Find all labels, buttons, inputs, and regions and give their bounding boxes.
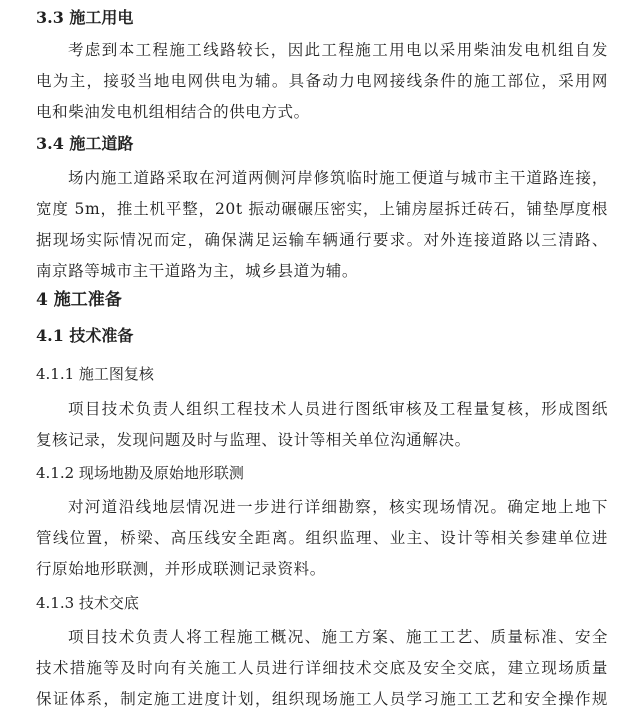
paragraph-line: 保证体系，制定施工进度计划，组织现场施工人员学习施工工艺和安全操作规 xyxy=(36,690,608,708)
paragraph-line: 管线位置，桥梁、高压线安全距离。组织监理、业主、设计等相关参建单位进 xyxy=(36,529,608,547)
paragraph-line: 电和柴油发电机组相结合的供电方式。 xyxy=(36,103,310,121)
paragraph-line: 技术措施等及时向有关施工人员进行详细技术交底及安全交底，建立现场质量 xyxy=(36,659,608,677)
section-4-1-2-paragraph xyxy=(36,492,608,585)
section-heading-3-4: 3.4 施工道路 xyxy=(36,134,134,153)
section-3-3-paragraph xyxy=(36,35,608,128)
paragraph-line: 对河道沿线地层情况进一步进行详细勘察，核实现场情况。确定地上地下 xyxy=(68,498,608,516)
subsection-heading-4-1-1: 4.1.1 施工图复核 xyxy=(36,365,154,383)
paragraph-line: 宽度 5m，推土机平整，20t 振动碾碾压密实，上铺房屋拆迁砖石，铺垫厚度根 xyxy=(36,200,608,218)
section-3-4-paragraph xyxy=(36,163,608,287)
paragraph-line: 行原始地形联测，并形成联测记录资料。 xyxy=(36,560,326,578)
section-4-1-3-paragraph xyxy=(36,622,608,715)
paragraph-line: 据现场实际情况而定，确保满足运输车辆通行要求。对外连接道路以三清路、 xyxy=(36,231,608,249)
paragraph-line: 考虑到本工程施工线路较长，因此工程施工用电以采用柴油发电机组自发 xyxy=(68,41,608,59)
paragraph-line: 项目技术负责人组织工程技术人员进行图纸审核及工程量复核，形成图纸 xyxy=(68,400,608,418)
subsection-heading-4-1-2: 4.1.2 现场地勘及原始地形联测 xyxy=(36,464,244,482)
paragraph-line: 项目技术负责人将工程施工概况、施工方案、施工工艺、质量标准、安全 xyxy=(68,628,608,646)
paragraph-line: 复核记录，发现问题及时与监理、设计等相关单位沟通解决。 xyxy=(36,431,471,449)
paragraph-line: 场内施工道路采取在河道两侧河岸修筑临时施工便道与城市主干道路连接， xyxy=(68,169,608,187)
section-heading-3-3: 3.3 施工用电 xyxy=(36,8,134,27)
subsection-heading-4-1-3: 4.1.3 技术交底 xyxy=(36,594,139,612)
section-heading-4-1: 4.1 技术准备 xyxy=(36,326,134,345)
section-4-1-1-paragraph xyxy=(36,394,608,456)
paragraph-line: 南京路等城市主干道路为主，城乡县道为辅。 xyxy=(36,262,359,280)
chapter-heading-4: 4 施工准备 xyxy=(36,290,122,310)
paragraph-line: 电为主，接驳当地电网供电为辅。具备动力电网接线条件的施工部位，采用网 xyxy=(36,72,608,90)
